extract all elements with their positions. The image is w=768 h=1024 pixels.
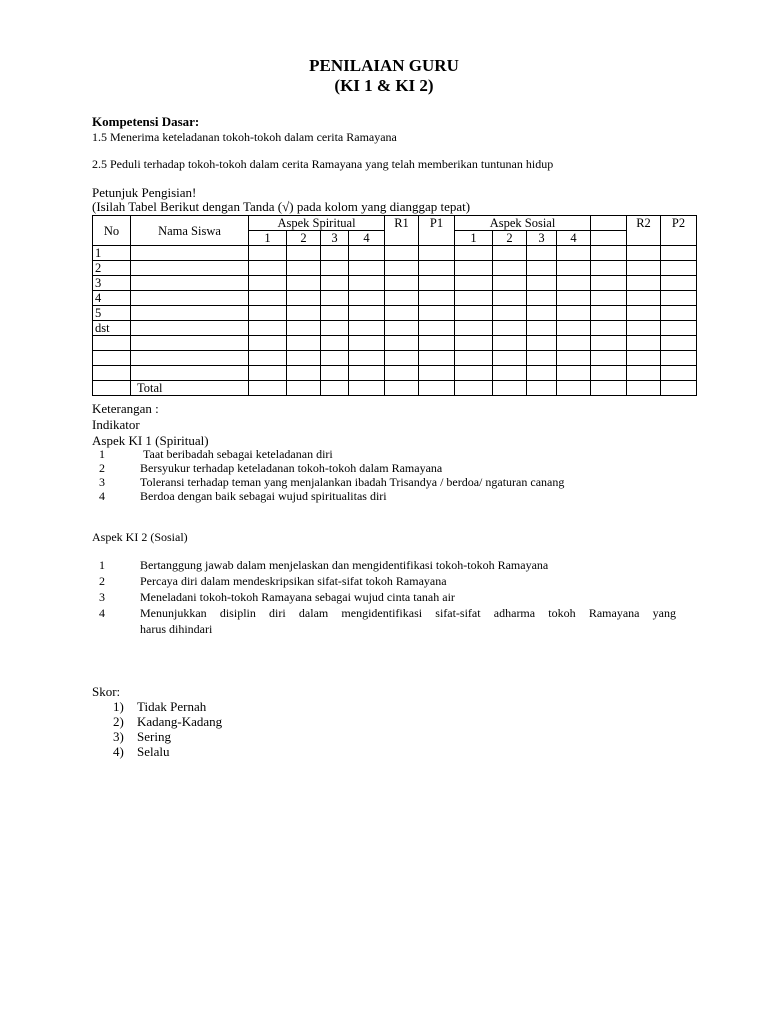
- sub-spiritual-3: 3: [321, 231, 349, 246]
- row-number-cell: 3: [93, 276, 131, 291]
- score-cell: [385, 366, 419, 381]
- score-cell: [321, 351, 349, 366]
- score-cell: [627, 306, 661, 321]
- score-cell: [591, 366, 627, 381]
- score-cell: [493, 261, 527, 276]
- score-cell: [627, 261, 661, 276]
- score-cell: [557, 261, 591, 276]
- score-cell: [287, 276, 321, 291]
- score-cell: [455, 291, 493, 306]
- score-cell: [385, 351, 419, 366]
- instruction-title: Petunjuk Pengisian!: [92, 185, 197, 200]
- score-cell: [385, 381, 419, 396]
- score-cell: [249, 381, 287, 396]
- row-number-cell: 1: [93, 246, 131, 261]
- score-cell: [419, 351, 455, 366]
- score-cell: [557, 351, 591, 366]
- score-cell: [249, 276, 287, 291]
- skor-text-3: Sering: [137, 729, 171, 744]
- score-cell: [493, 246, 527, 261]
- table-header-row: [93, 216, 697, 231]
- score-cell: [419, 366, 455, 381]
- score-cell: [249, 306, 287, 321]
- score-cell: [385, 321, 419, 336]
- score-cell: [321, 261, 349, 276]
- score-cell: [455, 366, 493, 381]
- ki1-heading: Aspek KI 1 (Spiritual): [92, 433, 209, 448]
- score-cell: [557, 276, 591, 291]
- score-cell: [349, 381, 385, 396]
- table-row: [93, 366, 697, 381]
- kd-item-2: 2.5 Peduli terhadap tokoh-tokoh dalam cerita Ramayana yang telah memberikan tuntunan hidup: [92, 157, 554, 171]
- score-cell: [527, 276, 557, 291]
- table-row: [93, 261, 697, 276]
- score-cell: [627, 336, 661, 351]
- total-label-cell: Total: [131, 381, 249, 396]
- skor-text-2: Kadang-Kadang: [137, 714, 223, 729]
- row-number-cell: dst: [93, 321, 131, 336]
- score-cell: [321, 381, 349, 396]
- score-cell: [527, 351, 557, 366]
- ki2-num-1: 1: [99, 558, 105, 572]
- score-cell: [321, 306, 349, 321]
- col-r1-header: R1: [385, 216, 419, 246]
- score-cell: [321, 276, 349, 291]
- score-cell: [527, 321, 557, 336]
- row-number-cell: 5: [93, 306, 131, 321]
- score-cell: [287, 381, 321, 396]
- ki1-num-3: 3: [99, 475, 105, 489]
- score-cell: [349, 246, 385, 261]
- score-cell: [557, 246, 591, 261]
- score-cell: [661, 246, 697, 261]
- score-cell: [321, 366, 349, 381]
- score-cell: [455, 336, 493, 351]
- score-cell: [349, 366, 385, 381]
- sub-sosial-2: 2: [493, 231, 527, 246]
- sub-sosial-1: 1: [455, 231, 493, 246]
- student-name-cell: [131, 351, 249, 366]
- score-cell: [455, 381, 493, 396]
- score-cell: [385, 336, 419, 351]
- score-cell: [419, 306, 455, 321]
- score-cell: [287, 366, 321, 381]
- score-cell: [661, 381, 697, 396]
- ki1-text-4: Berdoa dengan baik sebagai wujud spiritualitas diri: [140, 489, 387, 503]
- score-cell: [557, 291, 591, 306]
- col-r2-header: R2: [627, 216, 661, 246]
- ki1-num-2: 2: [99, 461, 105, 475]
- score-cell: [661, 261, 697, 276]
- score-cell: [627, 276, 661, 291]
- student-name-cell: [131, 306, 249, 321]
- score-cell: [455, 276, 493, 291]
- score-cell: [349, 351, 385, 366]
- table-row: [93, 321, 697, 336]
- score-cell: [287, 306, 321, 321]
- table-row: [93, 246, 697, 261]
- score-cell: [321, 246, 349, 261]
- score-cell: [591, 276, 627, 291]
- score-cell: [661, 351, 697, 366]
- score-cell: [527, 366, 557, 381]
- score-cell: [527, 306, 557, 321]
- score-cell: [557, 321, 591, 336]
- ki2-num-4: 4: [99, 606, 105, 620]
- student-name-cell: [131, 336, 249, 351]
- sub-blank: [591, 231, 627, 246]
- score-cell: [349, 306, 385, 321]
- ki2-text-4-cont: harus dihindari: [140, 622, 213, 636]
- score-cell: [419, 276, 455, 291]
- score-cell: [493, 336, 527, 351]
- score-cell: [287, 336, 321, 351]
- sub-spiritual-4: 4: [349, 231, 385, 246]
- ki2-text-4: Menunjukkan disiplin diri dalam mengidentifikasi sifat-sifat adharma tokoh Ramayana yang: [140, 606, 676, 620]
- ki2-text-3: Meneladani tokoh-tokoh Ramayana sebagai wujud cinta tanah air: [140, 590, 455, 604]
- ki1-text-2: Bersyukur terhadap keteladanan tokoh-tokoh dalam Ramayana: [140, 461, 443, 475]
- skor-num-2: 2): [113, 714, 124, 729]
- score-cell: [249, 351, 287, 366]
- score-cell: [287, 261, 321, 276]
- table-body: [93, 246, 697, 396]
- sub-spiritual-2: 2: [287, 231, 321, 246]
- student-name-cell: [131, 321, 249, 336]
- score-cell: [493, 276, 527, 291]
- score-cell: [321, 321, 349, 336]
- score-cell: [591, 381, 627, 396]
- assessment-table: [92, 215, 697, 396]
- score-cell: [627, 366, 661, 381]
- score-cell: [591, 351, 627, 366]
- score-cell: [557, 306, 591, 321]
- score-cell: [349, 291, 385, 306]
- col-blank-header: [591, 216, 627, 231]
- sub-spiritual-1: 1: [249, 231, 287, 246]
- ki2-text-1: Bertanggung jawab dalam menjelaskan dan mengidentifikasi tokoh-tokoh Ramayana: [140, 558, 549, 572]
- row-number-cell: [93, 351, 131, 366]
- ki1-num-4: 4: [99, 489, 105, 503]
- score-cell: [627, 351, 661, 366]
- score-cell: [385, 306, 419, 321]
- col-p2-header: P2: [661, 216, 697, 246]
- score-cell: [287, 246, 321, 261]
- ki1-text-1: Taat beribadah sebagai keteladanan diri: [143, 447, 333, 461]
- indikator-label: Indikator: [92, 417, 140, 432]
- score-cell: [493, 351, 527, 366]
- score-cell: [419, 261, 455, 276]
- ki2-text-2: Percaya diri dalam mendeskripsikan sifat-sifat tokoh Ramayana: [140, 574, 447, 588]
- score-cell: [349, 276, 385, 291]
- row-number-cell: 2: [93, 261, 131, 276]
- ki2-num-2: 2: [99, 574, 105, 588]
- page-title: PENILAIAN GURU: [309, 56, 459, 75]
- score-cell: [661, 366, 697, 381]
- row-number-cell: 4: [93, 291, 131, 306]
- score-cell: [493, 291, 527, 306]
- keterangan-label: Keterangan :: [92, 401, 159, 416]
- score-cell: [455, 351, 493, 366]
- score-cell: [249, 336, 287, 351]
- score-cell: [419, 246, 455, 261]
- score-cell: [349, 321, 385, 336]
- score-cell: [249, 261, 287, 276]
- student-name-cell: [131, 246, 249, 261]
- score-cell: [349, 261, 385, 276]
- score-cell: [249, 321, 287, 336]
- score-cell: [287, 291, 321, 306]
- score-cell: [493, 381, 527, 396]
- score-cell: [661, 306, 697, 321]
- score-cell: [591, 306, 627, 321]
- score-cell: [527, 336, 557, 351]
- score-cell: [249, 246, 287, 261]
- table-row: [93, 351, 697, 366]
- skor-heading: Skor:: [92, 684, 121, 699]
- ki1-text-3: Toleransi terhadap teman yang menjalankan ibadah Trisandya / berdoa/ ngaturan canang: [140, 475, 565, 489]
- skor-num-1: 1): [113, 699, 124, 714]
- col-spiritual-header: Aspek Spiritual: [249, 216, 385, 231]
- score-cell: [249, 291, 287, 306]
- score-cell: [385, 246, 419, 261]
- score-cell: [591, 321, 627, 336]
- score-cell: [455, 261, 493, 276]
- skor-text-1: Tidak Pernah: [137, 699, 207, 714]
- score-cell: [527, 381, 557, 396]
- row-number-cell: [93, 381, 131, 396]
- sub-sosial-4: 4: [557, 231, 591, 246]
- score-cell: [249, 366, 287, 381]
- score-cell: [627, 381, 661, 396]
- table-row: [93, 336, 697, 351]
- col-name-header: Nama Siswa: [131, 216, 249, 246]
- score-cell: [349, 336, 385, 351]
- score-cell: [627, 246, 661, 261]
- score-cell: [419, 291, 455, 306]
- score-cell: [321, 291, 349, 306]
- row-number-cell: [93, 366, 131, 381]
- score-cell: [385, 276, 419, 291]
- col-no-header: No: [93, 216, 131, 246]
- score-cell: [527, 291, 557, 306]
- page-subtitle: (KI 1 & KI 2): [334, 76, 434, 95]
- row-number-cell: [93, 336, 131, 351]
- score-cell: [455, 321, 493, 336]
- score-cell: [385, 261, 419, 276]
- score-cell: [661, 336, 697, 351]
- score-cell: [493, 366, 527, 381]
- score-cell: [627, 321, 661, 336]
- score-cell: [591, 291, 627, 306]
- score-cell: [493, 306, 527, 321]
- score-cell: [661, 291, 697, 306]
- score-cell: [419, 321, 455, 336]
- student-name-cell: [131, 261, 249, 276]
- ki2-num-3: 3: [99, 590, 105, 604]
- score-cell: [661, 276, 697, 291]
- table-row: [93, 306, 697, 321]
- score-cell: [321, 336, 349, 351]
- skor-num-4: 4): [113, 744, 124, 759]
- table-row: [93, 291, 697, 306]
- score-cell: [557, 366, 591, 381]
- score-cell: [527, 261, 557, 276]
- instruction-text: (Isilah Tabel Berikut dengan Tanda (√) pada kolom yang dianggap tepat): [92, 199, 471, 214]
- score-cell: [287, 351, 321, 366]
- score-cell: [527, 246, 557, 261]
- score-cell: [385, 291, 419, 306]
- ki1-num-1: 1: [99, 447, 105, 461]
- score-cell: [591, 336, 627, 351]
- score-cell: [419, 336, 455, 351]
- score-cell: [591, 261, 627, 276]
- score-cell: [557, 381, 591, 396]
- student-name-cell: [131, 276, 249, 291]
- student-name-cell: [131, 291, 249, 306]
- ki2-heading: Aspek KI 2 (Sosial): [92, 530, 188, 544]
- score-cell: [591, 246, 627, 261]
- col-sosial-header: Aspek Sosial: [455, 216, 591, 231]
- kd-item-1: 1.5 Menerima keteladanan tokoh-tokoh dalam cerita Ramayana: [92, 130, 397, 144]
- skor-text-4: Selalu: [137, 744, 170, 759]
- skor-num-3: 3): [113, 729, 124, 744]
- score-cell: [287, 321, 321, 336]
- score-cell: [455, 306, 493, 321]
- table-row: [93, 276, 697, 291]
- col-p1-header: P1: [419, 216, 455, 246]
- table-total-row: [93, 381, 697, 396]
- score-cell: [419, 381, 455, 396]
- student-name-cell: [131, 366, 249, 381]
- score-cell: [661, 321, 697, 336]
- kd-heading: Kompetensi Dasar:: [92, 114, 200, 129]
- score-cell: [493, 321, 527, 336]
- score-cell: [557, 336, 591, 351]
- score-cell: [627, 291, 661, 306]
- sub-sosial-3: 3: [527, 231, 557, 246]
- score-cell: [455, 246, 493, 261]
